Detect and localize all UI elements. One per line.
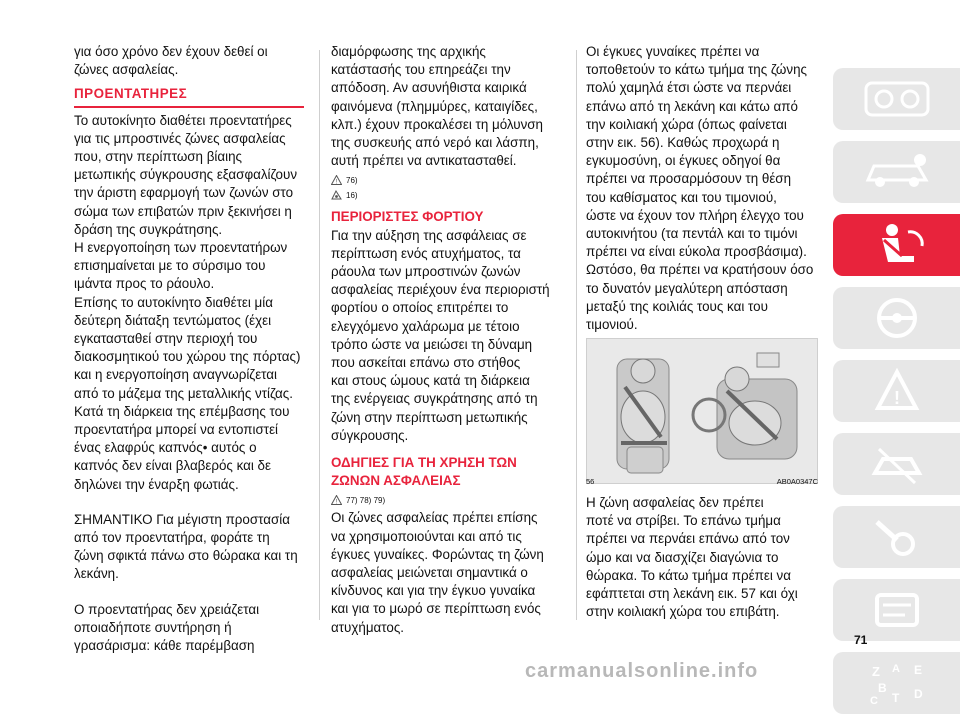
svg-text:!: ! [335,499,338,506]
figure-number: 56 [586,477,595,486]
warning-triangle-icon [331,495,342,505]
maintenance-icon [869,514,925,560]
sidebar-item-driving[interactable] [833,287,960,349]
index-letter: T [891,691,899,705]
warning-triangle-icon [331,175,342,185]
note-ref-number: 16) [346,190,358,200]
column-right-lower [586,494,826,621]
car-info-icon [862,152,932,192]
emergency-icon [869,441,925,487]
column-divider [319,50,320,620]
column-divider [576,50,577,620]
warning-reference [331,175,571,185]
steering-wheel-icon [874,295,920,341]
sidebar-item-technical-data[interactable] [833,579,960,641]
index-letter: A [891,663,900,675]
warning-ref-number: 76) [346,175,358,185]
note-icon [331,190,342,200]
column-middle [331,43,571,637]
dashboard-icon [862,79,932,119]
index-letter: Z [871,664,880,679]
sidebar-item-emergency[interactable] [833,433,960,495]
seatbelt-illustration [587,339,817,483]
technical-data-icon [869,587,925,633]
figure-caption [586,477,818,486]
warning-light-icon [874,368,920,414]
page-number: 71 [854,633,868,647]
index-letter: E [913,663,922,677]
column-left [74,43,310,655]
paragraph: Ο προεντατήρας δεν χρειάζεται οποιαδήποτε συντήρηση ή γρασάρισμα: κάθε παρέμβαση [74,601,260,654]
figure-code: AB0A0347C [776,477,818,486]
section-heading-seatbelt-instructions: ΟΔΗΓΙΕΣ ΓΙΑ ΤΗ ΧΡΗΣΗ ΤΩΝ ΖΩΝΩΝ ΑΣΦΑΛΕΙΑΣ [331,455,517,489]
chapter-sidebar [833,68,960,725]
paragraph: Η ζώνη ασφαλείας δεν πρέπει ποτέ να στρίβει. Το επάνω τμήμα πρέπει να περνάει επάνω από τον ώμο και να διασχίζει διαγώνια το θώρακα. Το κάτω τμήμα πρέπει να εφάπτεται στη λεκάνη εικ. 57 και όχι στην κοιλιακή χώρα του επιβάτη. [586,495,798,620]
paragraph: Οι ζώνες ασφαλείας πρέπει επίσης να χρησιμοποιούνται και από τις έγκυες γυναίκες. Φορώντας τη ζώνη ασφαλείας μειώνεται σημαντικά ο κίνδυνος και για την έγκυο γυναίκα και για το μωρό σε περίπτωση ενός ατυχήματος. [331,510,544,635]
figure-pregnant-seatbelt-illustration [586,338,818,484]
paragraph: Για την αύξηση της ασφάλειας σε περίπτωση ενός ατυχήματος, τα ράουλα των μπροστινών ζωνών ασφαλείας περιέχουν ένα περιοριστή φορτίου ο οποίος επιτρέπει το ελεγχόμενο χαλάρωμα με τέτοιο τρόπο ώστε να μειώσει τη δύναμη που ασκείται επάνω στο στήθος και στους ώμους κατά τη διάρκεια της ενέργειας συγκράτησης από τη ζώνη στην περίπτωση μετωπικής σύγκρουσης. [331,227,550,443]
index-letter: C [869,695,878,707]
sidebar-item-maintenance[interactable] [833,506,960,568]
sidebar-item-safety[interactable] [833,214,960,276]
svg-text:!: ! [893,388,900,408]
section-heading-pretensioners: ΠΡΟΕΝΤΑΤΗΡΕΣ [74,86,188,102]
note-reference [331,190,571,200]
heading-rule [74,106,304,108]
paragraph: για όσο χρόνο δεν έχουν δεθεί οι ζώνες ασφαλείας. [74,44,268,78]
paragraph: Οι έγκυες γυναίκες πρέπει να τοποθετούν το κάτω τμήμα της ζώνης πολύ χαμηλά έτσι ώστε να περνάει επάνω από τη λεκάνη και κάτω από την κοιλιακή χώρα (όπως φαίνεται στην εικ. 56). Καθώς προχωρά η εγκυμοσύνη, οι έγκυες οδηγοί θα πρέπει να προσαρμόσουν τη θέση του καθίσματος και του τιμονιού, ώστε να έχουν τον πλήρη έλεγχο του αυτοκινήτου (τα πεντάλ και το τιμόνι πρέπει να είναι εύκολα προσβάσιμα). Ωστόσο, θα πρέπει να κρατήσουν όσο το δυνατόν μεγαλύτερη απόσταση μεταξύ της κοιλιάς τους και του τιμονιού. [586,44,814,333]
paragraph: Το αυτοκίνητο διαθέτει προεντατήρες για τις μπροστινές ζώνες ασφαλείας που, στην περίπτωση βίαιης μετωπικής σύγκρουσης εξασφαλίζουν την άριστη εφαρμογή των ζωνών στο σώμα των επιβατών πριν ξεκινήσει η δράση της συγκράτησης. Η ενεργοποίηση των προεντατήρων επισημαίνεται με το σύρσιμο του ιμάντα προς το ράουλο. Επίσης το αυτοκίνητο διαθέτει μία δεύτερη διάταξη τεντώματος (έχει εγκατασταθεί στην περιοχή του διακοσμητικού του χώρου της πόρτας) και η ενεργοποίηση αναγνωρίζεται από το μάζεμα της μεταλλικής ντίζας. Κατά τη διάρκεια της επέμβασης του προεντατήρα μπορεί να εντοπιστεί ένας ελαφρύς καπνός• αυτός ο καπνός δεν είναι βλαβερός και δε δηλώνει την έναρξη φωτιάς. [74,112,301,492]
svg-text:!: ! [335,179,338,186]
paragraph-important: ΣΗΜΑΝΤΙΚΟ Για μέγιστη προστασία από τον προεντατήρα, φοράτε τη ζώνη σφικτά πάνω στο θώρακα και τη λεκάνη. [74,511,298,582]
sidebar-item-warning-lights[interactable] [833,360,960,422]
watermark: carmanualsonline.info [525,660,759,682]
seat-safety-icon [862,222,932,268]
section-heading-load-limiters: ΠΕΡΙΟΡΙΣΤΕΣ ΦΟΡΤΙΟΥ [331,209,484,225]
paragraph: διαμόρφωσης της αρχικής κατάστασής του επηρεάζει την απόδοση. Αν ασυνήθιστα καιρικά φαινόμενα (πλημμύρες, καταιγίδες, κλπ.) έχουν προκαλέσει τη μόλυνση της συσκευής από νερό και λάσπη, αυτή πρέπει να αντικατασταθεί. [331,44,543,169]
sidebar-item-dashboard[interactable] [833,68,960,130]
sidebar-item-car-info[interactable] [833,141,960,203]
index-letter: D [913,687,923,701]
warning-ref-numbers: 77) 78) 79) [346,495,386,505]
index-letter: B [877,681,887,695]
column-right [586,43,826,334]
warning-reference [331,495,571,505]
